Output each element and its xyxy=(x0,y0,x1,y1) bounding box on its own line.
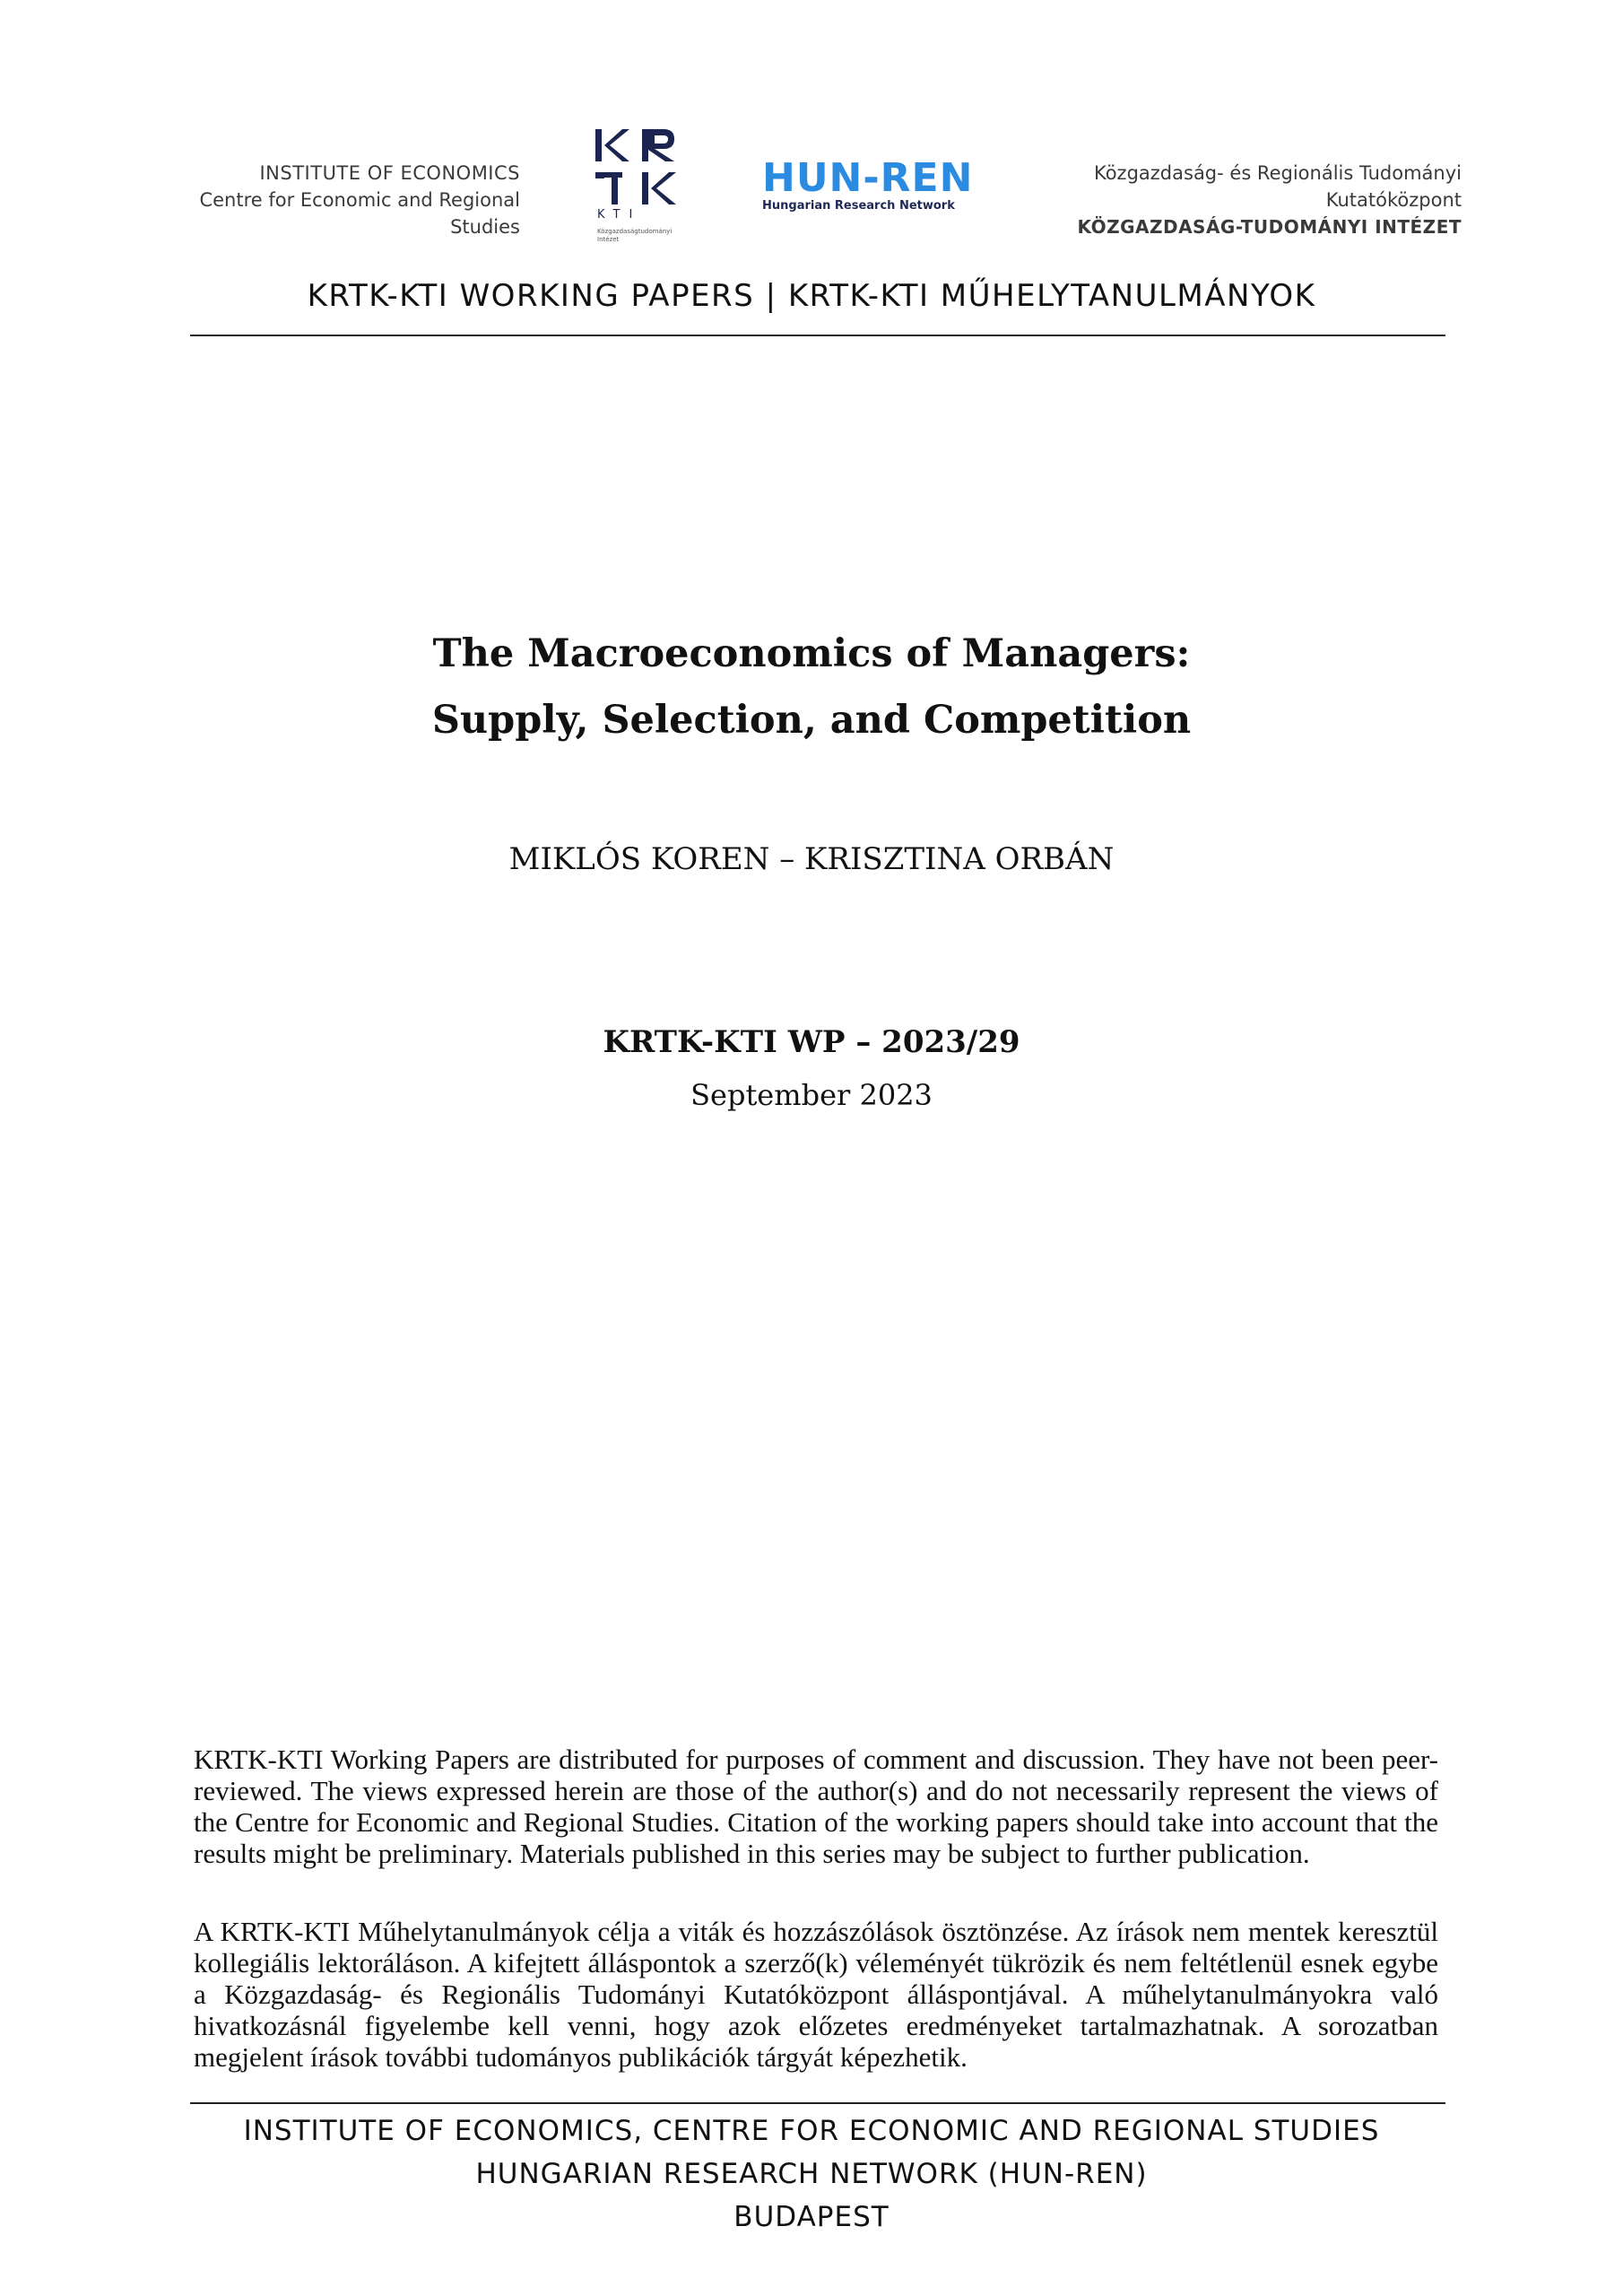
title-line1: The Macroeconomics of Managers: xyxy=(432,631,1191,676)
header-divider xyxy=(190,335,1445,336)
hunren-subtitle: Hungarian Research Network xyxy=(762,199,955,213)
footer-divider xyxy=(190,2102,1445,2104)
institute-logo-line2: Centre for Economic and Regional Studies xyxy=(199,189,520,238)
disclaimer-english: KRTK-KTI Working Papers are distributed for purposes of comment and discussion. They have not been peer-reviewed. The views expressed herein are those of the author(s) and do not necessarily represent the views of the Centre for Economic and Regional Studies. Citation of the working papers should take into account that the results might be preliminary. Materials published in this series may be subject to further publication. xyxy=(194,1744,1438,1869)
series-header: KRTK-KTI WORKING PAPERS | KRTK-KTI MŰHELYTANULMÁNYOK xyxy=(307,278,1316,314)
krtk-logo-line1: Közgazdaság- és Regionális Tudományi Kutatóközpont xyxy=(1093,162,1462,211)
institute-logo-line1: INSTITUTE OF ECONOMICS xyxy=(259,162,520,184)
kti-letters: KTI xyxy=(597,208,642,222)
krtk-mark-icon xyxy=(592,126,681,208)
title-line2: Supply, Selection, and Competition xyxy=(431,698,1192,743)
publication-date: September 2023 xyxy=(690,1078,933,1112)
footer-line3: BUDAPEST xyxy=(733,2201,890,2233)
paper-title xyxy=(0,621,1623,753)
footer-line2: HUNGARIAN RESEARCH NETWORK (HUN-REN) xyxy=(475,2158,1148,2190)
hunren-name: HUN-REN xyxy=(762,155,974,201)
institute-of-economics-logo xyxy=(179,160,520,240)
kti-subtext: Közgazdaságtudományi Intézet xyxy=(597,228,673,243)
krtk-institute-logo xyxy=(977,160,1462,240)
hun-ren-logo xyxy=(762,155,974,213)
disclaimer-hungarian: A KRTK-KTI Műhelytanulmányok célja a viták és hozzászólások ösztönzése. Az írások nem mentek keresztül kollegiális lektoráláson. A kifejtett álláspontok a szerző(k) véleményét tükrözik és nem feltétlenül esnek egybe a Közgazdaság- és Regionális Tudományi Kutatóközpont álláspontjával. A műhelytanulmányokra való hivatkozásnál figyelembe kell venni, hogy azok előzetes eredményeket tartalmazhatnak. A sorozatban megjelent írások további tudományos publikációk tárgyát képezhetik. xyxy=(194,1916,1438,2073)
authors: MIKLÓS KOREN – KRISZTINA ORBÁN xyxy=(508,841,1115,877)
working-paper-number: KRTK-KTI WP – 2023/29 xyxy=(603,1024,1020,1060)
footer-line1: INSTITUTE OF ECONOMICS, CENTRE FOR ECONOMIC AND REGIONAL STUDIES xyxy=(243,2115,1380,2147)
krtk-logo-line2: KÖZGAZDASÁG-TUDOMÁNYI INTÉZET xyxy=(1077,216,1462,238)
